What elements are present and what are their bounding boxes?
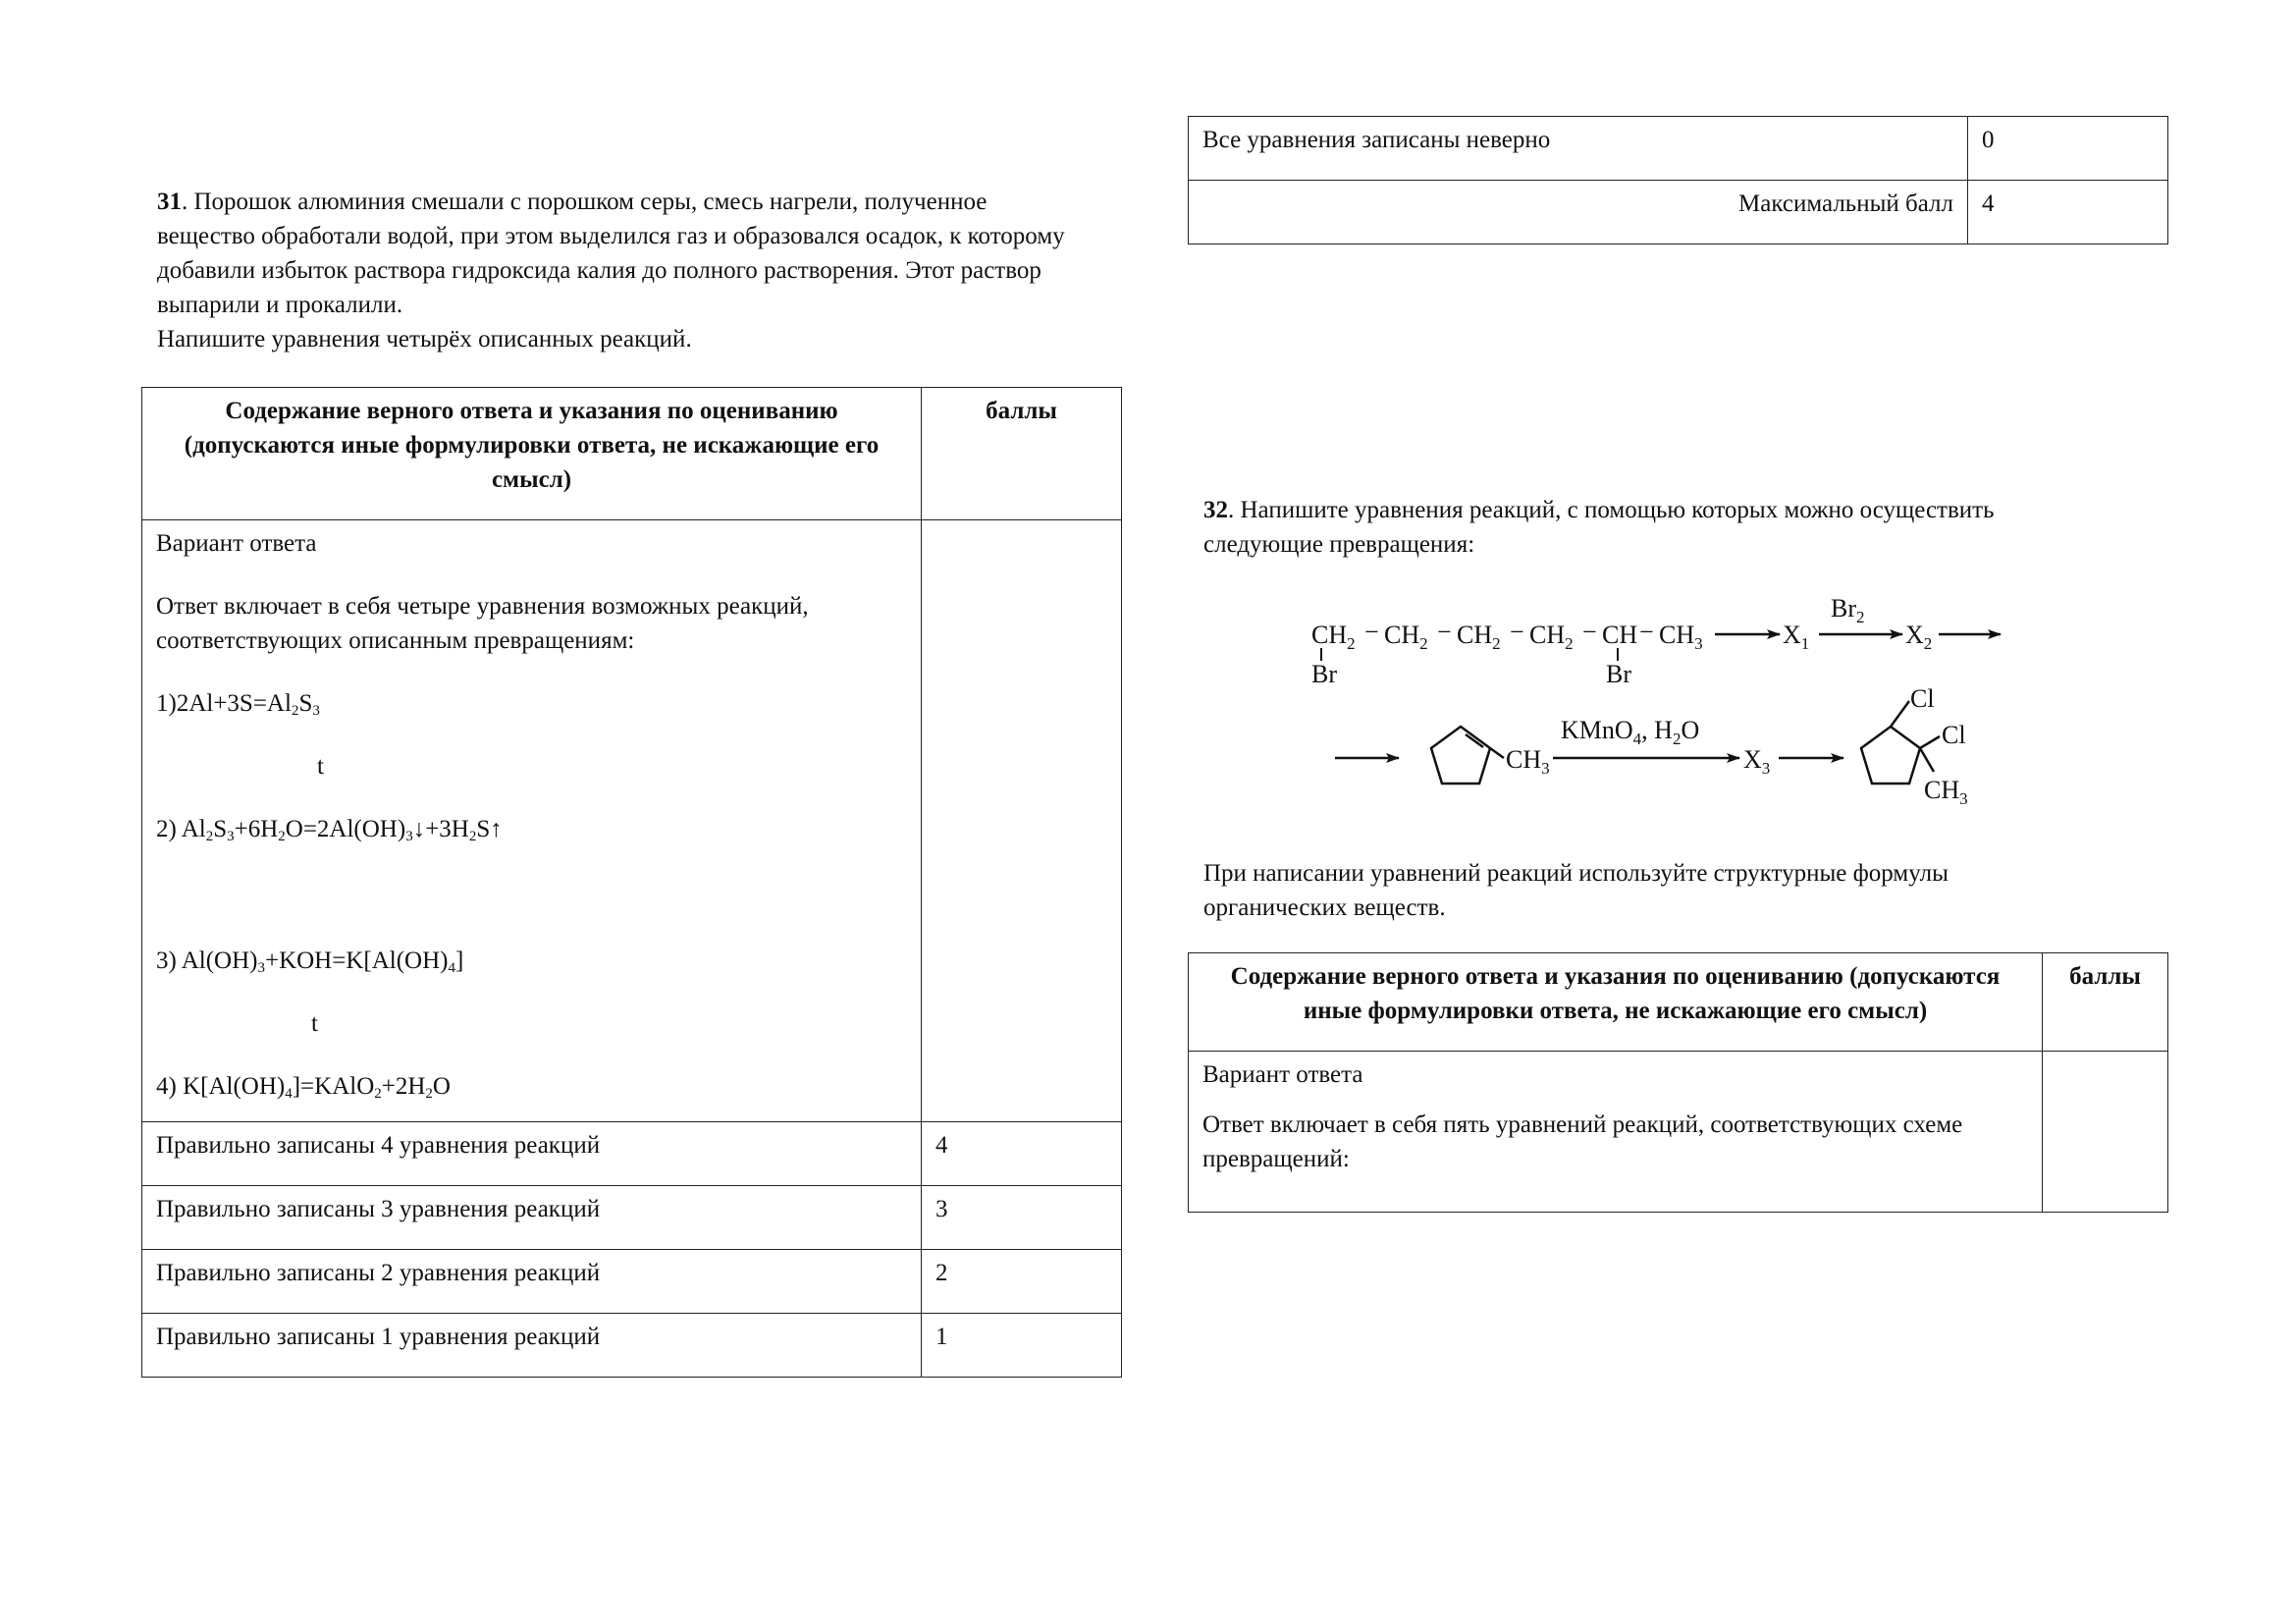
points-cell: 2 (922, 1250, 1122, 1314)
criterion-cell: Правильно записаны 2 уравнения реакций (142, 1250, 922, 1314)
intermediate-x2: $X_2$ (1905, 621, 1933, 653)
equation-3: 3) $Al(OH)_3+KOH=K[Al(OH)_4]$ (156, 947, 464, 976)
task-32-text: . Напишите уравнения реакций, с помощью которых можно осуществить следующие превращения: (1203, 497, 1995, 558)
svg-text:CH2: $CH_2$ (1457, 621, 1501, 653)
answer-variant-row (142, 520, 1122, 1122)
criterion-cell: Правильно записаны 1 уравнения реакций (142, 1314, 922, 1378)
variant-label: Вариант ответа (1202, 1061, 1363, 1088)
task-31-prompt: Напишите уравнения четырёх описанных реакций. (157, 326, 692, 352)
reagent-bromine: $Br_2$ (1831, 594, 1865, 626)
variant-label: Вариант ответа (156, 530, 317, 557)
header-content-cell: Содержание верного ответа и указания по оцениванию (допускаются иные формулировки ответа, не искажающие его смысл) (142, 388, 922, 520)
svg-text:CH2: $CH_2$ (1311, 621, 1356, 653)
equation-2: 2) $Al_2S_3+6H_2O=2Al(OH)_3↓+3H_2S↑$ (156, 816, 503, 844)
dichloromethylcyclopentane-structure (1861, 684, 1968, 808)
points-cell: 4 (922, 1122, 1122, 1186)
svg-text:CH3: $CH_3$ (1659, 621, 1703, 653)
svg-text:CH3: $CH_3$ (1924, 776, 1968, 808)
table-row (1189, 117, 2168, 181)
svg-text:−: − (1437, 618, 1452, 646)
intermediate-x1: $X_1$ (1783, 621, 1810, 653)
equation-1: $1)2Al+3S=Al_2S_3$ (156, 690, 320, 719)
svg-text:−: − (1582, 618, 1597, 646)
reaction-scheme (1276, 579, 2042, 825)
task-31-text: . Порошок алюминия смешали с порошком серы, смесь нагрели, полученное вещество обработали водой, при этом выделился газ и образовался осадок, к которому добавили избыток раствора гидроксида калия до полного растворения. Этот раствор выпарили и прокалили. (157, 189, 1065, 318)
answer-intro: Ответ включает в себя пять уравнений реакций, соответствующих схеме превращений: (1202, 1111, 1963, 1172)
task-31-statement (157, 185, 1080, 356)
criterion-cell: Правильно записаны 3 уравнения реакций (142, 1186, 922, 1250)
max-score-row (1189, 181, 2168, 244)
answer-variant-cell (1189, 1052, 2043, 1213)
intermediate-x3: $X_3$ (1743, 745, 1771, 778)
heating-condition-2: t (311, 1010, 318, 1037)
table-row (142, 1186, 1122, 1250)
task-32-number: 32 (1203, 497, 1228, 523)
criterion-cell: Все уравнения записаны неверно (1189, 117, 1968, 181)
header-content-cell: Содержание верного ответа и указания по оцениванию (допускаются иные формулировки ответа, не искажающие его смысл) (1189, 953, 2043, 1052)
reagent-permanganate: KMnO$_4$, $H_2O$ (1561, 716, 1700, 748)
task-31-number: 31 (157, 189, 182, 215)
answer-variant-points-cell (922, 520, 1122, 1122)
criterion-cell: Правильно записаны 4 уравнения реакций (142, 1122, 922, 1186)
max-score-value: 4 (1968, 181, 2168, 244)
task-31-answer-table (141, 387, 1122, 1378)
methylcyclopentene-structure (1431, 727, 1550, 784)
table-row (142, 1122, 1122, 1186)
task-32-statement (1203, 493, 2116, 562)
table-header-row (1189, 953, 2168, 1052)
answer-variant-row (1189, 1052, 2168, 1213)
task-31-table-continuation (1188, 116, 2168, 244)
answer-variant-cell (142, 520, 922, 1122)
table-row (142, 1314, 1122, 1378)
header-points-cell: баллы (2043, 953, 2168, 1052)
points-cell: 1 (922, 1314, 1122, 1378)
svg-text:−: − (1639, 618, 1654, 646)
svg-text:−: − (1364, 618, 1379, 646)
points-cell: 0 (1968, 117, 2168, 181)
svg-text:CH2: $CH_2$ (1529, 621, 1574, 653)
table-row (142, 1250, 1122, 1314)
svg-text:Br: Br (1311, 660, 1337, 688)
task-32-note: При написании уравнений реакций используйте структурные формулы органических веществ. (1203, 860, 1949, 921)
svg-text:Cl: Cl (1910, 684, 1935, 713)
max-score-label: Максимальный балл (1189, 181, 1968, 244)
header-points-cell: баллы (922, 388, 1122, 520)
equation-4: 4) $K[Al(OH)_4]=KAlO_2+2H_2O$ (156, 1073, 451, 1102)
svg-text:Br: Br (1606, 660, 1631, 688)
table-header-row (142, 388, 1122, 520)
task-32-answer-table (1188, 952, 2168, 1213)
svg-text:Cl: Cl (1942, 721, 1966, 749)
answer-variant-points-cell (2043, 1052, 2168, 1213)
svg-text:CH3: $CH_3$ (1506, 745, 1550, 778)
dibromohexane-chain (1311, 618, 1703, 688)
svg-text:−: − (1510, 618, 1524, 646)
svg-text:CH2: $CH_2$ (1384, 621, 1428, 653)
svg-text:CH: CH (1602, 621, 1638, 649)
points-cell: 3 (922, 1186, 1122, 1250)
heating-condition-1: t (317, 753, 324, 780)
answer-intro: Ответ включает в себя четыре уравнения возможных реакций, соответствующих описанным превращениям: (156, 593, 809, 654)
